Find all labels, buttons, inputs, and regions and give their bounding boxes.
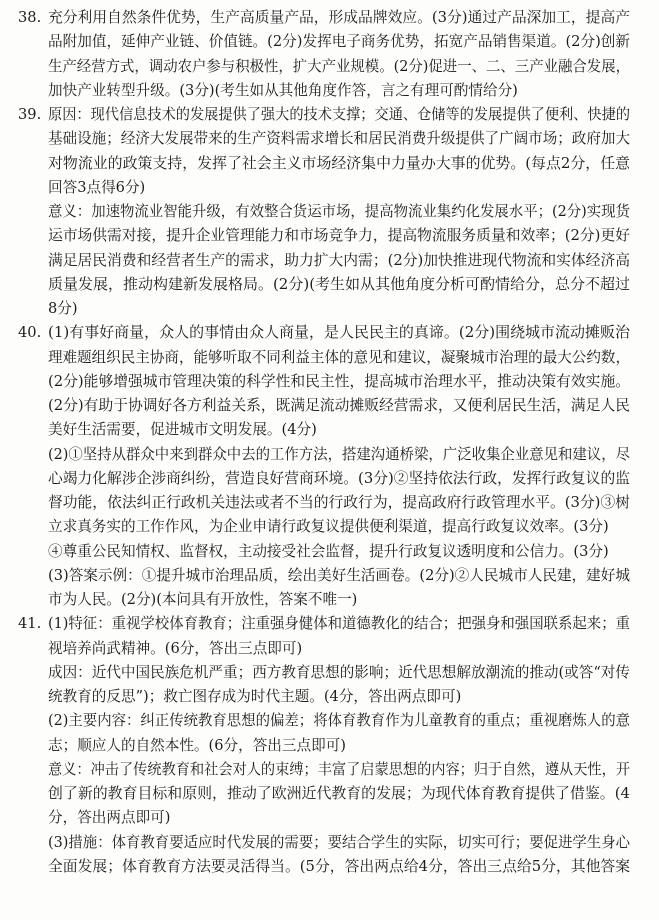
answer-text-line: 统教育的反思”)；救亡图存成为时代主题。(4分，答出两点即可) [48, 688, 462, 705]
answer-text-line: (2)主要内容：纠正传统教育思想的偏差；将体育教育作为儿童教育的重点；重视磨炼人的意 [48, 712, 630, 730]
answer-text-line: 全面发展；体育教育方法要灵活得当。(5分，答出两点给4分，答出三点给5分，其他答案 [48, 857, 631, 875]
question-number: 41. [18, 615, 42, 633]
answer-text-line: 品附加值，延伸产业链、价值链。(2分)发挥电子商务优势，拓宽产品销售渠道。(2分)创新 [48, 33, 631, 51]
answer-text-line: 志；顺应人的自然本性。(6分，答出三点即可) [48, 736, 346, 754]
answer-text-line: 意义：加速物流业智能升级，有效整合货运市场，提高物流业集约化发展水平；(2分)实现货 [48, 203, 630, 220]
answer-text-line: 原因：现代信息技术的发展提供了强大的技术支撑；交通、仓储等的发展提供了便利、快捷的 [48, 106, 631, 123]
answer-text-line: (1)有事好商量，众人的事情由众人商量，是人民民主的真谛。(2分)围绕城市流动摊贩治 [48, 324, 630, 342]
answer-text-line: 分，答出两点即可) [48, 809, 171, 827]
answer-text-line: (2)①坚持从群众中来到群众中去的工作方法，搭建沟通桥梁，广泛收集企业意见和建议，尽 [48, 445, 630, 463]
question-number: 40. [18, 324, 42, 342]
answer-text-line: 生产经营方式，调动农户参与积极性，扩大产业规模。(2分)促进一、二、三产业融合发展， [48, 57, 630, 75]
answer-text-line: 督功能，依法纠正行政机关违法或者不当的行政行为，提高政府行政管理水平。(3分)③树 [48, 494, 630, 511]
answer-text-line: 运市场供需对接，提升企业管理能力和市场竞争力，提高物流服务质量和效率；(2分)更好 [48, 227, 630, 245]
question-number: 39. [18, 106, 42, 123]
answer-text-line: 对物流业的政策支持，发挥了社会主义市场经济集中力量办大事的优势。(每点2分，任意 [48, 154, 631, 172]
answer-text-line: 成因：近代中国民族危机严重；西方教育思想的影响；近代思想解放潮流的推动(或答“对传 [48, 663, 630, 681]
answer-text-line: 加快产业转型升级。(3分)(考生如从其他角度作答，言之有理可酌情给分) [48, 81, 518, 99]
answer-text-line: 充分利用自然条件优势，生产高质量产品，形成品牌效应。(3分)通过产品深加工，提高产 [48, 9, 630, 26]
answer-text-line: 满足居民消费和经营者生产的需求，助力扩大内需；(2分)加快推进现代物流和实体经济高 [48, 251, 630, 269]
answer-text-line: (1)特征：重视学校体育教育；注重强身健体和道德教化的结合；把强身和强国联系起来；重 [48, 615, 630, 633]
answer-text-line: 视培养尚武精神。(6分，答出三点即可) [48, 639, 303, 657]
answer-text-line: 市为人民。(2分)(本问具有开放性，答案不唯一) [48, 591, 358, 608]
answer-text-line: (3)措施：体育教育要适应时代发展的需要；要结合学生的实际，切实可行；要促进学生身心 [48, 833, 630, 851]
answer-text-line: ④尊重公民知情权、监督权，主动接受社会监督，提升行政复议透明度和公信力。(3分) [48, 542, 609, 560]
answer-text-line: 8分) [48, 300, 78, 317]
answer-text-line: 基础设施；经济大发展带来的生产资料需求增长和居民消费升级提供了广阔市场；政府加大 [48, 130, 631, 148]
answer-text-line: 创了新的教育目标和原则，推动了欧洲近代教育的发展；为现代体育教育提供了借鉴。(4 [48, 785, 631, 802]
answer-text-line: 美好生活需要，促进城市文明发展。(4分) [48, 421, 317, 439]
answer-text-line: (2分)有助于协调好各方利益关系，既满足流动摊贩经营需求，又便利居民生活，满足人民 [48, 397, 630, 414]
question-number: 38. [18, 9, 42, 26]
answer-text-line: 心竭力化解涉企涉商纠纷，营造良好营商环境。(3分)②坚持依法行政，发挥行政复议的监 [48, 469, 630, 487]
answer-text-line: (2分)能够增强城市管理决策的科学性和民主性，提高城市治理水平，推动决策有效实施。 [48, 372, 630, 390]
answer-text-line: 回答3点得6分) [48, 178, 146, 196]
answer-text-line: 立求真务实的工作作风，为企业申请行政复议提供便利渠道，提高行政复议效率。(3分) [48, 518, 609, 536]
answer-text-line: 意义：冲击了传统教育和社会对人的束缚；丰富了启蒙思想的内容；归于自然，遵从天性，开 [48, 760, 631, 778]
answer-text-line: (3)答案示例：①提升城市治理品质，绘出美好生活画卷。(2分)②人民城市人民建，建好城 [48, 566, 631, 584]
answer-text-line: 理难题组织民主协商，能够听取不同利益主体的意见和建议，凝聚城市治理的最大公约数， [48, 348, 631, 366]
answer-text-line: 质量发展，推动构建新发展格局。(2分)(考生如从其他角度分析可酌情给分，总分不超过 [48, 275, 630, 293]
